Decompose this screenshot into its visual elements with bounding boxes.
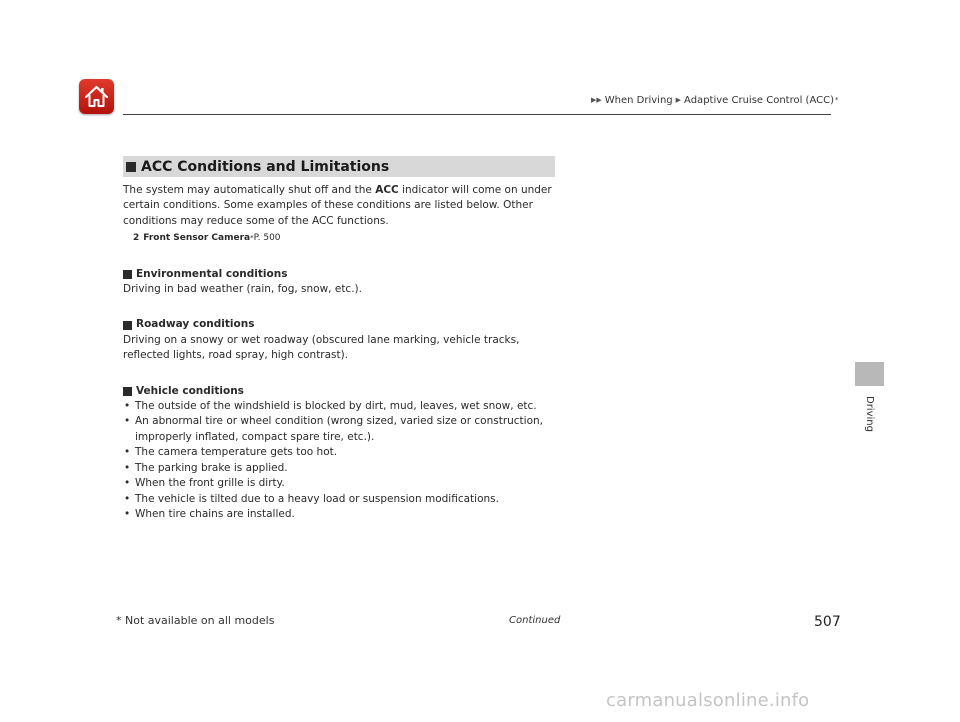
breadcrumb-arrow-icon: ▶	[675, 96, 682, 104]
xref-title[interactable]: Front Sensor Camera	[143, 233, 251, 244]
breadcrumb-item-when-driving[interactable]: When Driving	[604, 94, 673, 106]
home-button[interactable]	[79, 79, 114, 114]
section-title: ACC Conditions and Limitations	[141, 158, 390, 175]
list-item: • When tire chains are installed.	[123, 507, 563, 522]
page-number: 507	[814, 614, 841, 630]
subsection-title: Roadway conditions	[136, 318, 255, 331]
breadcrumb-arrow-icon: ▶	[596, 96, 602, 104]
subsection-text: Driving on a snowy or wet roadway (obscured lane marking, vehicle tracks, reflected lights, road spray, high contrast).	[123, 333, 520, 362]
home-icon	[84, 84, 109, 109]
subsection-environmental	[123, 267, 563, 298]
subsection-square-icon	[123, 321, 132, 330]
list-item: • The outside of the windshield is blocked by dirt, mud, leaves, wet snow, etc.	[123, 399, 563, 414]
list-item: • When the front grille is dirty.	[123, 476, 563, 491]
breadcrumb-footnote-mark: *	[835, 96, 839, 104]
breadcrumb	[591, 92, 839, 108]
xref-page: P. 500	[253, 233, 281, 244]
subsection-square-icon	[123, 387, 132, 396]
main-content	[123, 183, 563, 522]
chapter-tab[interactable]	[855, 362, 884, 386]
subsection-title: Environmental conditions	[136, 267, 288, 280]
reference-arrow-icon: 2	[133, 233, 140, 244]
header-rule	[123, 114, 831, 115]
section-header	[123, 156, 555, 177]
acc-indicator-label: ACC	[375, 184, 399, 196]
list-item: • The camera temperature gets too hot.	[123, 445, 563, 460]
xref-mark: *	[250, 234, 254, 243]
vehicle-conditions-list	[123, 399, 563, 522]
subsection-text: Driving in bad weather (rain, fog, snow, etc.).	[123, 283, 362, 296]
intro-paragraph	[123, 183, 563, 229]
intro-text-cont: indicator will come on under certain conditions. Some examples of these conditions are listed below. Other conditions may reduce some of the ACC functions.	[123, 184, 552, 227]
breadcrumb-arrow-icon: ▶	[591, 96, 597, 104]
cross-reference[interactable]	[133, 231, 563, 246]
list-item: • The vehicle is tilted due to a heavy load or suspension modifications.	[123, 492, 563, 507]
subsection-vehicle	[123, 384, 563, 523]
subsection-roadway	[123, 317, 563, 363]
intro-text: The system may automatically shut off and the	[123, 184, 376, 196]
footnote: * Not available on all models	[116, 614, 275, 627]
continued-label: Continued	[509, 615, 561, 626]
breadcrumb-item-acc[interactable]: Adaptive Cruise Control (ACC)	[684, 94, 834, 106]
section-square-icon	[126, 162, 136, 172]
watermark: carmanualsonline.info	[606, 690, 810, 711]
chapter-label: Driving	[864, 396, 875, 432]
subsection-title: Vehicle conditions	[136, 384, 244, 397]
list-item: • The parking brake is applied.	[123, 461, 563, 476]
list-item: • An abnormal tire or wheel condition (wrong sized, varied size or construction, improperly inflated, compact spare tire, etc.).	[123, 414, 563, 445]
subsection-square-icon	[123, 270, 132, 279]
